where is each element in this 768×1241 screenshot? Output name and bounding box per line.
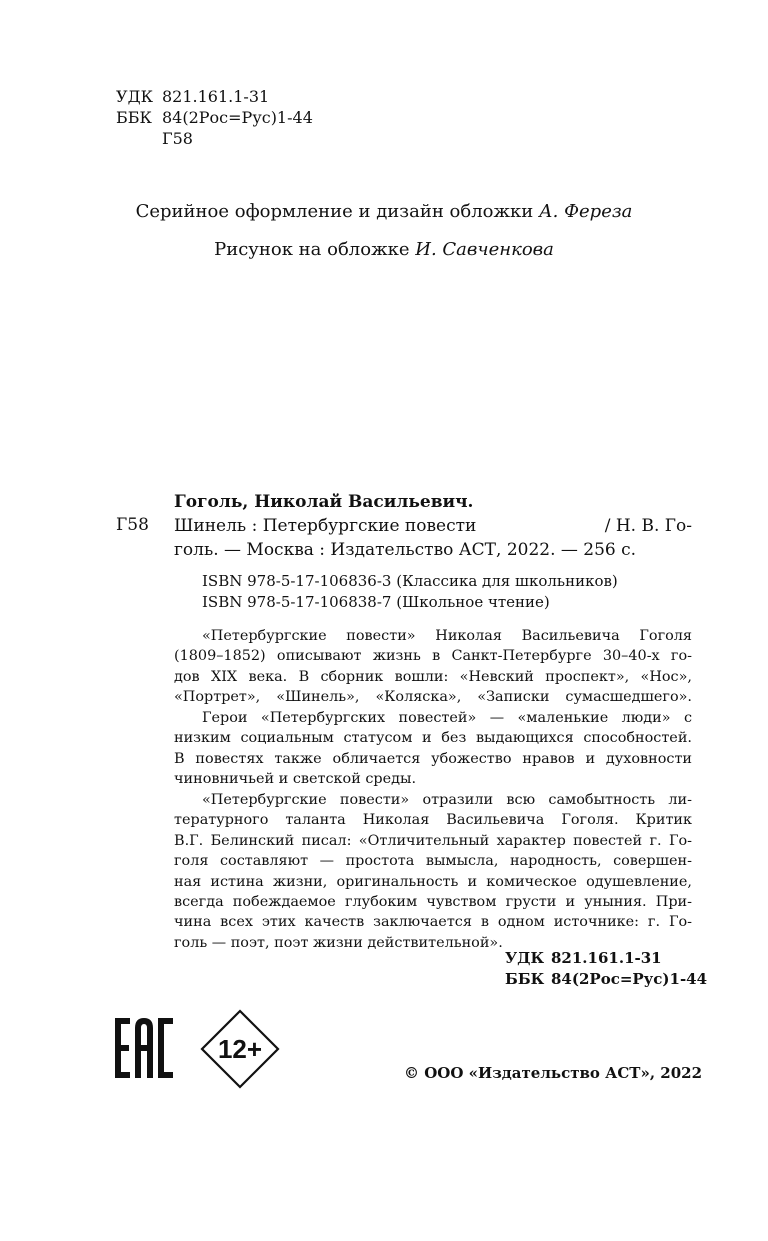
illustrator-name: И. Савченкова [415, 239, 554, 260]
annotation-line: ная истина жизни, оригинальность и комическое одушевление, [174, 873, 692, 890]
annotation-line: голя составляют — простота вымысла, народность, совершен- [174, 853, 692, 870]
bbk-value: 84(2Рос=Рус)1-44 [162, 108, 313, 127]
bib-line-1 [174, 514, 692, 538]
udk-row [505, 948, 707, 969]
bbk-value: 84(2Рос=Рус)1-44 [551, 970, 708, 988]
annotation-line: В повестях также обличается убожество нравов и духовности [174, 750, 692, 767]
udk-row [116, 86, 313, 107]
bbk-label: ББК [505, 970, 545, 988]
copyright: © ООО «Издательство АСТ», 2022 [404, 1064, 703, 1082]
annotation-paragraph-3 [174, 790, 692, 953]
bottom-classification [505, 948, 707, 990]
age-rating-text: 12+ [217, 1034, 263, 1064]
bib-responsibility: / Н. В. Го- [604, 516, 692, 536]
top-classification [116, 86, 313, 149]
author-mark: Г58 [162, 129, 193, 148]
annotation-line: «Петербургские повести» отразили всю самобытность ли- [202, 792, 692, 808]
isbn-1: ISBN 978-5-17-106836-3 (Классика для школьников) [202, 572, 618, 590]
design-credit [0, 201, 768, 222]
bbk-label: ББК [116, 108, 152, 127]
bib-author: Гоголь, Николай Васильевич. [174, 492, 474, 512]
annotation-line: всегда побеждаемое глубоким чувством грусти и уныния. При- [174, 894, 692, 911]
bib-line-2: голь. — Москва : Издательство АСТ, 2022. — 256 с. [174, 540, 637, 560]
annotation-line: дов XIX века. В сборник вошли: «Невский проспект», «Нос», [174, 668, 692, 685]
designer-name: А. Фереза [539, 201, 633, 222]
bib-title: Шинель : Петербургские повести [174, 516, 477, 536]
design-credit-text: Серийное оформление и дизайн обложки [135, 201, 540, 222]
annotation-paragraph-2 [174, 708, 692, 790]
annotation-line: чиновничьей и светской среды. [174, 771, 417, 788]
bbk-row [116, 107, 313, 128]
bib-mark: Г58 [116, 515, 149, 535]
annotation-line: (1809–1852) описывают жизнь в Санкт-Петербурге 30–40-х го- [174, 648, 692, 665]
author-mark-row [116, 128, 313, 149]
annotation-paragraph-1 [174, 626, 692, 708]
annotation-line: голь — поэт, поэт жизни действительной». [174, 934, 503, 951]
isbn-block [202, 571, 618, 613]
udk-label: УДК [116, 87, 153, 106]
annotation-line: Герои «Петербургских повестей» — «маленькие люди» с [202, 710, 692, 726]
annotation-line: «Петербургские повести» Николая Васильевича Гоголя [202, 628, 692, 644]
cover-credit-text: Рисунок на обложке [214, 239, 416, 260]
bib-title-block [174, 514, 692, 562]
annotation-line: низким социальным статусом и без выдающихся способностей. [174, 730, 692, 747]
cover-credit [0, 239, 768, 260]
annotation-line: «Портрет», «Шинель», «Коляска», «Записки сумасшедшего». [174, 689, 692, 706]
annotation-line: тературного таланта Николая Васильевича Гоголя. Критик [174, 812, 692, 829]
annotation-line: В.Г. Белинский писал: «Отличительный характер повестей г. Го- [174, 832, 692, 849]
isbn-2: ISBN 978-5-17-106838-7 (Школьное чтение) [202, 593, 550, 611]
annotation-line: чина всех этих качеств заключается в одном источнике: г. Го- [174, 914, 692, 931]
age-rating-badge [200, 1009, 280, 1089]
eac-logo-icon [115, 1018, 173, 1078]
udk-value: 821.161.1-31 [551, 949, 662, 967]
udk-value: 821.161.1-31 [162, 87, 270, 106]
udk-label: УДК [505, 949, 545, 967]
bbk-row [505, 969, 707, 990]
